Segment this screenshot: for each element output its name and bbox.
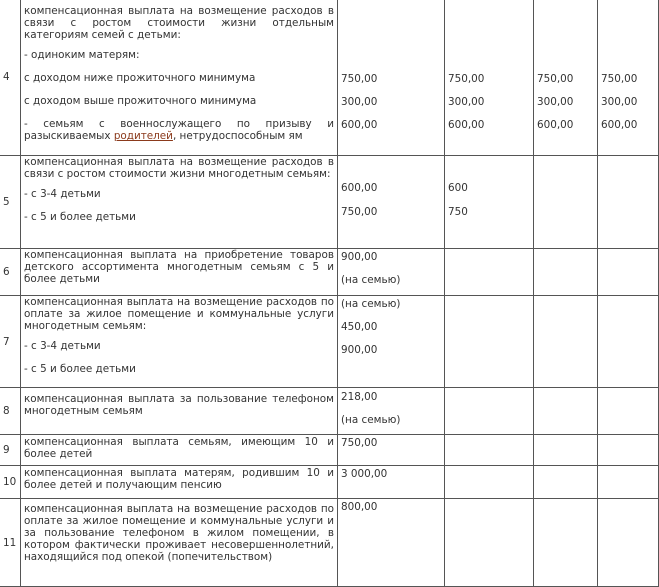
description-cell [21,388,338,435]
value: (на семью) [341,298,401,310]
value: 218,00 [341,391,378,403]
value-cell [534,0,598,156]
value-cell [338,388,445,435]
description-text: компенсационная выплата на возмещение расходов по оплате за жилое помещение и коммунальные услуги и за пользование телефоном в жилом помещении, в котором фактически проживает несовершеннолетний, находящийся под опекой (попечительством) [24,503,334,563]
value-cell [445,466,534,499]
row-number: 6 [0,249,21,296]
value: 600,00 [601,119,638,131]
value-cell [445,156,534,249]
value-cell [534,249,598,296]
value: 750,00 [341,437,378,449]
value: 300,00 [448,96,485,108]
description-text: компенсационная выплата на возмещение расходов в связи с ростом стоимости жизни отдельным категориям семей с детьми: [24,5,334,41]
table-row [0,156,659,249]
description-text: компенсационная выплата за пользование телефоном многодетным семьям [24,393,334,417]
value-cell [338,249,445,296]
value-cell [445,388,534,435]
table-row [0,249,659,296]
value: 450,00 [341,321,378,333]
value: 750,00 [448,73,485,85]
description-text: компенсационная выплата на приобретение товаров детского ассортимента многодетным семьям с 5 и более детьми [24,249,334,285]
value: 600,00 [448,119,485,131]
description-item: - с 5 и более детьми [24,211,136,223]
value: 750,00 [341,206,378,218]
value-cell [445,249,534,296]
value-cell [598,296,659,388]
table-row [0,435,659,466]
description-cell [21,296,338,388]
value-cell [598,0,659,156]
value-cell [338,435,445,466]
description-cell [21,156,338,249]
description-cell [21,499,338,587]
value: 600,00 [341,119,378,131]
row-number: 7 [0,296,21,388]
description-item: - одиноким матерям: [24,49,140,61]
description-item: - с 3-4 детьми [24,188,101,200]
value: 600 [448,182,468,194]
value: (на семью) [341,414,401,426]
value-cell [445,435,534,466]
value: 600,00 [341,182,378,194]
value-cell [598,435,659,466]
row-number: 9 [0,435,21,466]
row-number: 4 [0,0,21,156]
value: 750 [448,206,468,218]
description-text: компенсационная выплата на возмещение расходов в связи с ростом стоимости жизни многодетным семьям: [24,156,334,180]
value-cell [445,0,534,156]
description-text: компенсационная выплата матерям, родившим 10 и более детей и получающим пенсию [24,467,334,491]
value: 900,00 [341,344,378,356]
value: 750,00 [341,73,378,85]
value-cell [338,156,445,249]
value: 300,00 [537,96,574,108]
value: 300,00 [341,96,378,108]
value: 750,00 [601,73,638,85]
value: 900,00 [341,251,378,263]
value: 750,00 [537,73,574,85]
description-item: - с 5 и более детьми [24,363,136,375]
value-cell [598,466,659,499]
description-item: с доходом ниже прожиточного минимума [24,72,256,84]
table-row [0,0,659,156]
value-cell [534,296,598,388]
value: 3 000,00 [341,468,388,480]
row-number: 5 [0,156,21,249]
description-cell [21,249,338,296]
value-cell [534,156,598,249]
description-text: компенсационная выплата на возмещение расходов по оплате за жилое помещение и коммунальные услуги многодетным семьям: [24,296,334,332]
row-number: 8 [0,388,21,435]
value-cell [534,388,598,435]
table-row [0,466,659,499]
row-number: 11 [0,499,21,587]
table-row [0,388,659,435]
description-cell [21,0,338,156]
value-cell [598,388,659,435]
value-cell [534,466,598,499]
description-text: компенсационная выплата семьям, имеющим 10 и более детей [24,436,334,460]
value-cell [445,499,534,587]
table-row [0,296,659,388]
table-row [0,499,659,587]
value: 600,00 [537,119,574,131]
parents-link[interactable]: родителей [113,130,173,142]
description-item: - семьям с военнослужащего по призыву и разыскиваемых родителей, нетрудоспособным ям [24,118,334,142]
value-cell [598,499,659,587]
value-cell [598,156,659,249]
description-cell [21,435,338,466]
value: 800,00 [341,501,378,513]
description-item: с доходом выше прожиточного минимума [24,95,257,107]
value-cell [338,296,445,388]
value-cell [534,435,598,466]
value: (на семью) [341,274,401,286]
value-cell [445,296,534,388]
value-cell [534,499,598,587]
value: 300,00 [601,96,638,108]
description-cell [21,466,338,499]
value-cell [338,466,445,499]
value-cell [338,499,445,587]
description-item: - с 3-4 детьми [24,340,101,352]
value-cell [338,0,445,156]
row-number: 10 [0,466,21,499]
value-cell [598,249,659,296]
